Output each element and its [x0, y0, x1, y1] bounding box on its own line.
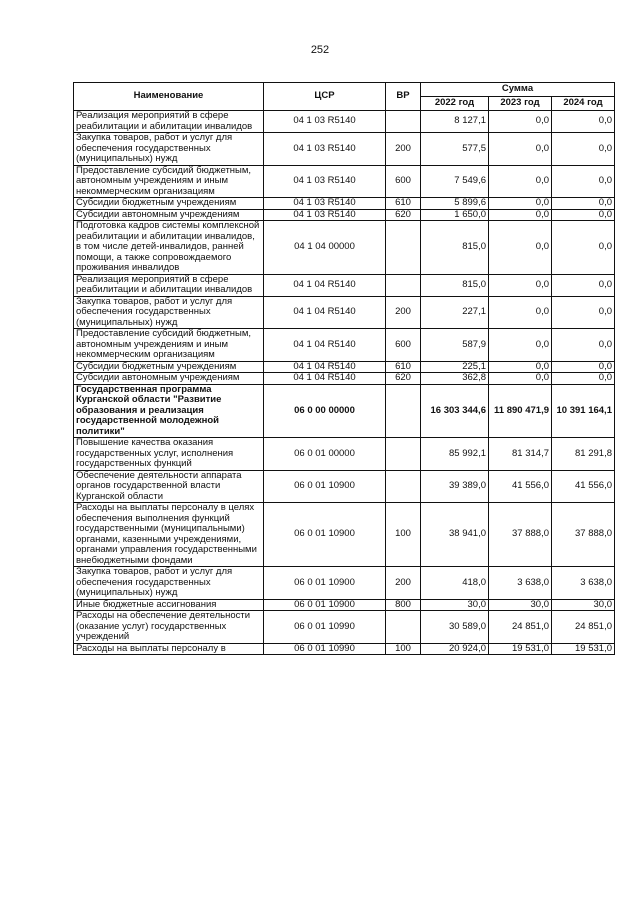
- row-csr: 04 1 03 R5140: [264, 111, 386, 133]
- row-name: Субсидии автономным учреждениям: [74, 373, 264, 385]
- row-name: Предоставление субсидий бюджетным, автономным учреждениям и иным некоммерческим организациям: [74, 329, 264, 362]
- row-value-2024: 10 391 164,1: [552, 384, 615, 438]
- row-value-2024: 0,0: [552, 165, 615, 198]
- row-name: Обеспечение деятельности аппарата органов государственной власти Курганской области: [74, 470, 264, 503]
- header-year-2022: 2022 год: [421, 97, 489, 111]
- row-value-2022: 815,0: [421, 274, 489, 296]
- row-csr: 06 0 01 10990: [264, 643, 386, 655]
- row-vr: 600: [386, 165, 421, 198]
- row-value-2022: 16 303 344,6: [421, 384, 489, 438]
- row-value-2024: 24 851,0: [552, 611, 615, 644]
- row-value-2022: 30,0: [421, 599, 489, 611]
- row-csr: 06 0 01 10990: [264, 611, 386, 644]
- row-value-2023: 0,0: [489, 296, 552, 329]
- row-value-2023: 0,0: [489, 373, 552, 385]
- row-name: Субсидии автономным учреждениям: [74, 209, 264, 221]
- header-sum: Сумма: [421, 83, 615, 97]
- row-vr: [386, 384, 421, 438]
- row-value-2022: 418,0: [421, 567, 489, 600]
- row-csr: 06 0 01 10900: [264, 470, 386, 503]
- row-csr: 04 1 03 R5140: [264, 209, 386, 221]
- row-value-2022: 815,0: [421, 221, 489, 275]
- row-csr: 04 1 04 R5140: [264, 296, 386, 329]
- row-value-2022: 85 992,1: [421, 438, 489, 471]
- row-value-2023: 0,0: [489, 165, 552, 198]
- row-value-2022: 227,1: [421, 296, 489, 329]
- row-vr: [386, 221, 421, 275]
- row-value-2024: 0,0: [552, 111, 615, 133]
- row-name: Иные бюджетные ассигнования: [74, 599, 264, 611]
- row-vr: 100: [386, 643, 421, 655]
- table-row: [74, 133, 615, 166]
- row-value-2023: 24 851,0: [489, 611, 552, 644]
- row-value-2023: 0,0: [489, 274, 552, 296]
- row-value-2022: 39 389,0: [421, 470, 489, 503]
- row-value-2024: 0,0: [552, 274, 615, 296]
- row-value-2024: 3 638,0: [552, 567, 615, 600]
- row-value-2023: 37 888,0: [489, 503, 552, 567]
- row-name: Закупка товаров, работ и услуг для обеспечения государственных (муниципальных) нужд: [74, 296, 264, 329]
- row-value-2022: 5 899,6: [421, 198, 489, 210]
- row-value-2022: 8 127,1: [421, 111, 489, 133]
- row-value-2023: 0,0: [489, 198, 552, 210]
- row-csr: 04 1 04 R5140: [264, 329, 386, 362]
- row-vr: [386, 438, 421, 471]
- header-year-2024: 2024 год: [552, 97, 615, 111]
- page-number: 252: [310, 44, 330, 56]
- header-csr: ЦСР: [264, 83, 386, 111]
- row-value-2024: 0,0: [552, 296, 615, 329]
- row-vr: 600: [386, 329, 421, 362]
- row-value-2024: 0,0: [552, 361, 615, 373]
- row-value-2023: 30,0: [489, 599, 552, 611]
- row-value-2022: 20 924,0: [421, 643, 489, 655]
- row-name: Расходы на выплаты персоналу в: [74, 643, 264, 655]
- row-csr: 04 1 03 R5140: [264, 165, 386, 198]
- row-value-2023: 0,0: [489, 209, 552, 221]
- row-value-2024: 0,0: [552, 221, 615, 275]
- table-row: [74, 361, 615, 373]
- row-value-2024: 0,0: [552, 133, 615, 166]
- table-row: [74, 111, 615, 133]
- table-row: [74, 599, 615, 611]
- table-row: [74, 611, 615, 644]
- header-name: Наименование: [74, 83, 264, 111]
- row-vr: 620: [386, 373, 421, 385]
- row-value-2024: 41 556,0: [552, 470, 615, 503]
- row-value-2023: 0,0: [489, 221, 552, 275]
- row-vr: 610: [386, 361, 421, 373]
- row-value-2023: 11 890 471,9: [489, 384, 552, 438]
- row-value-2024: 37 888,0: [552, 503, 615, 567]
- table-header: [74, 83, 615, 111]
- row-name: Расходы на выплаты персоналу в целях обеспечения выполнения функций государственными (муниципальными) органами, казенными учреждениями, органами управления государственными внебюджетными фондами: [74, 503, 264, 567]
- row-csr: 04 1 04 00000: [264, 221, 386, 275]
- table-row: [74, 384, 615, 438]
- table-row: [74, 567, 615, 600]
- row-name: Реализация мероприятий в сфере реабилитации и абилитации инвалидов: [74, 274, 264, 296]
- row-vr: [386, 470, 421, 503]
- row-value-2023: 41 556,0: [489, 470, 552, 503]
- row-csr: 06 0 00 00000: [264, 384, 386, 438]
- table-row: [74, 209, 615, 221]
- table-row: [74, 296, 615, 329]
- row-name: Субсидии бюджетным учреждениям: [74, 198, 264, 210]
- row-vr: 200: [386, 567, 421, 600]
- row-value-2023: 3 638,0: [489, 567, 552, 600]
- row-value-2024: 0,0: [552, 209, 615, 221]
- row-name: Субсидии бюджетным учреждениям: [74, 361, 264, 373]
- row-value-2022: 362,8: [421, 373, 489, 385]
- header-vr: ВР: [386, 83, 421, 111]
- row-csr: 04 1 04 R5140: [264, 361, 386, 373]
- row-value-2022: 30 589,0: [421, 611, 489, 644]
- row-vr: 620: [386, 209, 421, 221]
- row-vr: 800: [386, 599, 421, 611]
- row-name: Реализация мероприятий в сфере реабилитации и абилитации инвалидов: [74, 111, 264, 133]
- row-vr: 200: [386, 133, 421, 166]
- row-csr: 04 1 04 R5140: [264, 373, 386, 385]
- row-value-2022: 225,1: [421, 361, 489, 373]
- row-value-2022: 587,9: [421, 329, 489, 362]
- row-vr: 100: [386, 503, 421, 567]
- row-name: Предоставление субсидий бюджетным, автономным учреждениям и иным некоммерческим организациям: [74, 165, 264, 198]
- row-value-2022: 577,5: [421, 133, 489, 166]
- row-value-2023: 0,0: [489, 329, 552, 362]
- row-value-2022: 1 650,0: [421, 209, 489, 221]
- table-row: [74, 470, 615, 503]
- row-value-2024: 0,0: [552, 373, 615, 385]
- row-name: Повышение качества оказания государственных услуг, исполнения государственных функций: [74, 438, 264, 471]
- table-row: [74, 438, 615, 471]
- row-csr: 06 0 01 10900: [264, 567, 386, 600]
- table-row: [74, 643, 615, 655]
- header-year-2023: 2023 год: [489, 97, 552, 111]
- row-csr: 04 1 03 R5140: [264, 198, 386, 210]
- row-value-2022: 38 941,0: [421, 503, 489, 567]
- row-value-2024: 81 291,8: [552, 438, 615, 471]
- row-value-2022: 7 549,6: [421, 165, 489, 198]
- row-value-2023: 0,0: [489, 361, 552, 373]
- table-row: [74, 329, 615, 362]
- row-value-2024: 0,0: [552, 329, 615, 362]
- table-body: [74, 111, 615, 655]
- row-csr: 06 0 01 00000: [264, 438, 386, 471]
- row-csr: 06 0 01 10900: [264, 599, 386, 611]
- row-value-2023: 0,0: [489, 133, 552, 166]
- table-row: [74, 221, 615, 275]
- table-row: [74, 373, 615, 385]
- table-row: [74, 274, 615, 296]
- table-row: [74, 198, 615, 210]
- budget-table: [73, 82, 615, 655]
- row-csr: 04 1 03 R5140: [264, 133, 386, 166]
- row-value-2024: 0,0: [552, 198, 615, 210]
- row-vr: [386, 111, 421, 133]
- table-row: [74, 165, 615, 198]
- row-name: Государственная программа Курганской области "Развитие образования и реализация государственной молодежной политики": [74, 384, 264, 438]
- row-vr: 200: [386, 296, 421, 329]
- row-name: Подготовка кадров системы комплексной реабилитации и абилитации инвалидов, в том числе детей-инвалидов, ранней помощи, а также сопровождаемого проживания инвалидов: [74, 221, 264, 275]
- row-vr: 610: [386, 198, 421, 210]
- row-csr: 06 0 01 10900: [264, 503, 386, 567]
- row-value-2024: 30,0: [552, 599, 615, 611]
- row-name: Закупка товаров, работ и услуг для обеспечения государственных (муниципальных) нужд: [74, 567, 264, 600]
- row-csr: 04 1 04 R5140: [264, 274, 386, 296]
- row-value-2023: 81 314,7: [489, 438, 552, 471]
- row-name: Закупка товаров, работ и услуг для обеспечения государственных (муниципальных) нужд: [74, 133, 264, 166]
- row-value-2023: 0,0: [489, 111, 552, 133]
- row-vr: [386, 611, 421, 644]
- row-name: Расходы на обеспечение деятельности (оказание услуг) государственных учреждений: [74, 611, 264, 644]
- row-vr: [386, 274, 421, 296]
- table-row: [74, 503, 615, 567]
- row-value-2023: 19 531,0: [489, 643, 552, 655]
- row-value-2024: 19 531,0: [552, 643, 615, 655]
